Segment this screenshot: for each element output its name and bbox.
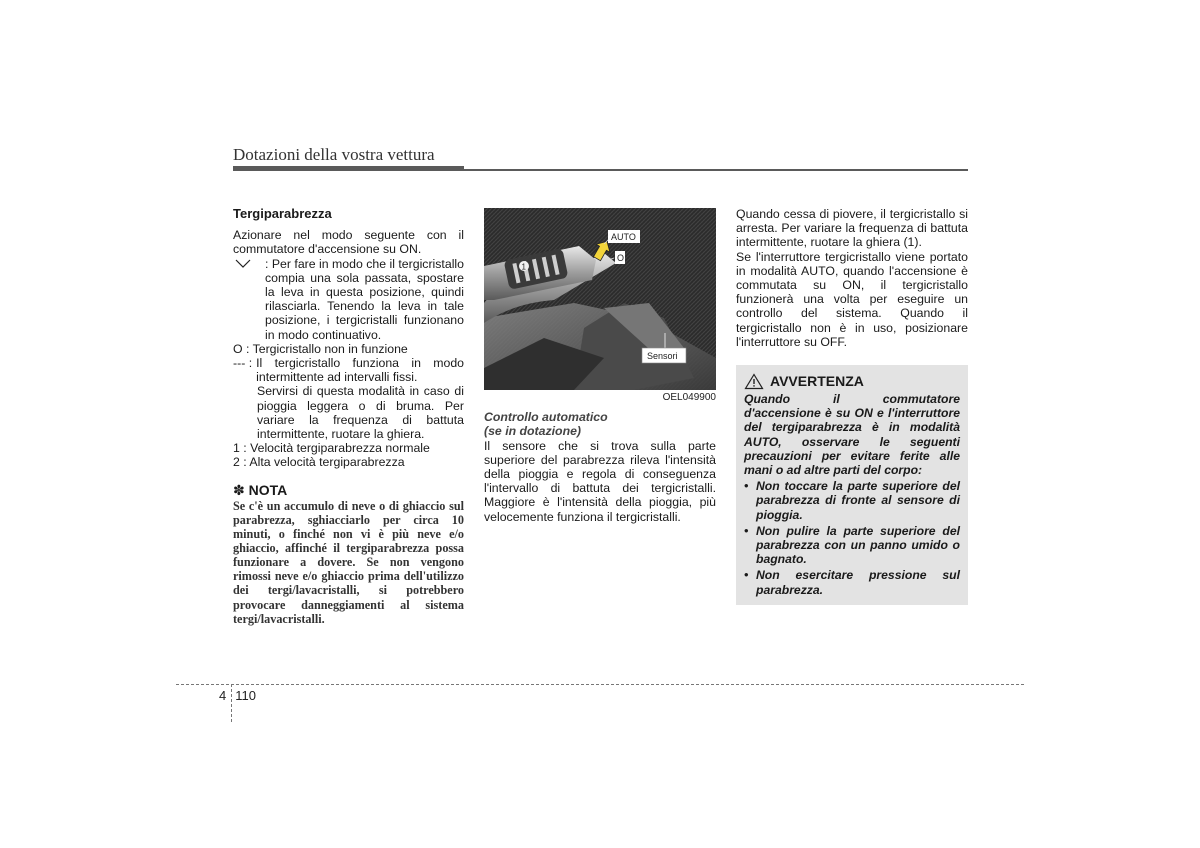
footer-dashed-line: [176, 684, 1024, 685]
svg-text:1: 1: [521, 262, 526, 272]
paragraph-auto-mode: Se l'interruttore tergicristallo viene portato in modalità AUTO, quando l'accensione è commutata su ON, il tergicristallo funzionerà una volta per eseguire un controllo del sistema. Quando il tergicristallo non è in uso, posizionare l'interruttore su OFF.: [736, 249, 968, 349]
column-left: [233, 207, 464, 626]
figure-code: OEL049900: [662, 392, 716, 403]
mist-item: [233, 257, 464, 342]
nota-title: NOTA: [248, 481, 288, 498]
intermittent-text: Il tergicristallo funziona in modo intermittente ad intervalli fissi.: [256, 356, 464, 385]
label-sensor: Sensori: [647, 351, 678, 361]
asterisk-icon: ✽: [233, 481, 245, 498]
nota-body: Se c'è un accumulo di neve o di ghiaccio sul parabrezza, sghiacciarlo per circa 10 minuti, o finché non vi è più neve e/o ghiaccio, affinché il tergiparabrezza possa funzionare a dovere. Se non vengono rimossi neve e/o ghiaccio prima dell'utilizzo dei tergi/lavacristalli, si potrebbero provocare danneggiamenti al sistema tergi/lavacristalli.: [233, 498, 464, 626]
warning-heading: [744, 373, 960, 390]
warning-bullet-text: Non esercitare pressione sul parabrezza.: [756, 568, 960, 597]
warning-bullet: • Non toccare la parte superiore del parabrezza di fronte al sensore di pioggia.: [744, 479, 960, 522]
warning-intro: Quando il commutatore d'accensione è su ON e l'interruttore del tergiparabrezza è in modalità AUTO, osservare le seguenti precauzioni per evitare ferite alle mani o ad altre parti del corpo:: [744, 392, 960, 478]
intro-paragraph: Azionare nel modo seguente con il commutatore d'accensione su ON.: [233, 228, 464, 257]
wiper-illustration: [484, 208, 716, 390]
auto-control-body: Il sensore che si trova sulla parte superiore del parabrezza rileva l'intensità della pioggia e regola di conseguenza l'intervallo di battuta dei tergicristalli. Maggiore è l'intensità della pioggia, più velocemente funziona il tergicristalli.: [484, 438, 716, 524]
warning-bullet-text: Non pulire la parte superiore del parabrezza con un panno umido o bagnato.: [756, 523, 960, 567]
warning-bullet-text: Non toccare la parte superiore del parabrezza di fronte al sensore di pioggia.: [756, 479, 960, 522]
wiper-figure: [484, 208, 716, 390]
label-off: O: [617, 253, 625, 263]
off-item: O : Tergicristallo non in funzione: [233, 341, 408, 356]
column-middle: [484, 208, 716, 524]
header-rule-thin: [464, 169, 968, 171]
intermittent-item: [233, 356, 464, 384]
intermittent-subtext: Servirsi di questa modalità in caso di pioggia leggera o di bruma. Per variare la frequenza di battuta intermittente, ruotare la ghiera.: [257, 384, 464, 442]
page-header-title: Dotazioni della vostra vettura: [233, 145, 435, 164]
page-number-value: 110: [235, 688, 256, 703]
section-title: Tergiparabrezza: [233, 206, 332, 221]
header-rule-thick: [233, 166, 464, 171]
warning-bullet: • Non esercitare pressione sul parabrezza.: [744, 568, 960, 597]
warning-title: AVVERTENZA: [770, 373, 864, 390]
mist-text: : Per fare in modo che il tergicristallo compia una sola passata, spostare la leva in questa posizione, quindi rilasciarla. Tenendo la leva in tale posizione, i tergicristalli funzionano in modo continuativo.: [265, 256, 464, 342]
warning-triangle-icon: [744, 373, 764, 390]
high-speed-item: 2 : Alta velocità tergiparabrezza: [233, 455, 405, 470]
label-auto: AUTO: [611, 232, 636, 242]
warning-bullet: • Non pulire la parte superiore del parabrezza con un panno umido o bagnato.: [744, 523, 960, 567]
chapter-number: 4: [219, 688, 227, 703]
low-speed-item: 1 : Velocità tergiparabrezza normale: [233, 441, 430, 456]
auto-control-title: Controllo automatico: [484, 410, 608, 425]
column-right: [736, 207, 968, 605]
auto-control-subtitle: (se in dotazione): [484, 424, 582, 439]
paragraph-rain-stop: Quando cessa di piovere, il tergicristallo si arresta. Per variare la frequenza di battuta intermittente, ruotare la ghiera (1).: [736, 207, 968, 250]
page-number: [219, 688, 256, 703]
warning-box: [736, 365, 968, 605]
intermittent-key: --- :: [233, 356, 253, 371]
chevron-down-icon: [233, 257, 257, 342]
nota-heading: [233, 483, 464, 497]
